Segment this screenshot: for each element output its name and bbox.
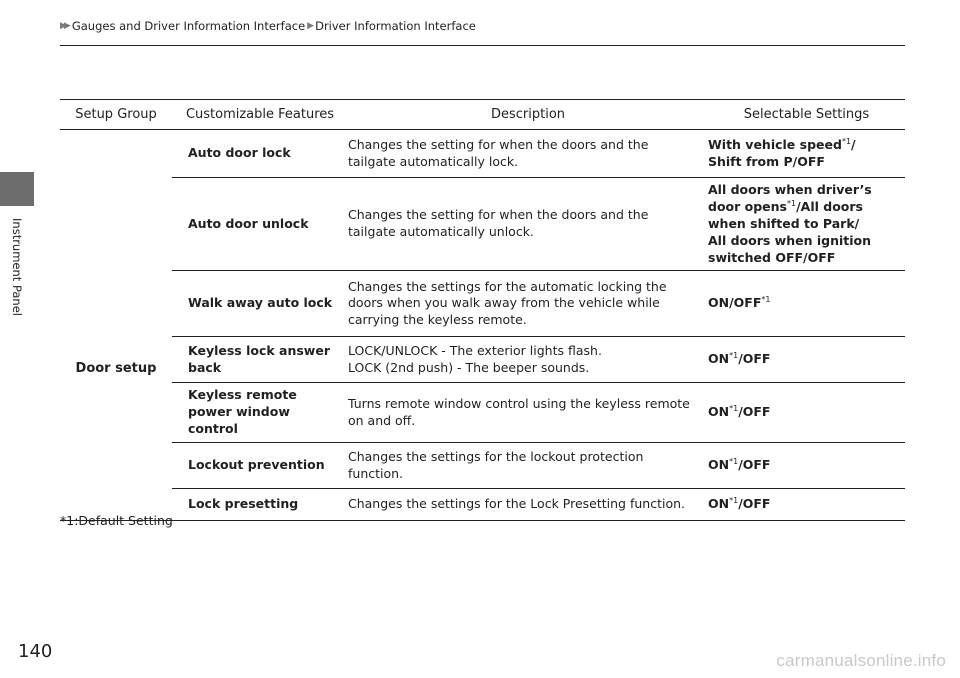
setting-text: ON/OFF — [708, 295, 762, 311]
selectable-settings — [708, 130, 905, 178]
footnote-marker: *1 — [729, 404, 739, 414]
breadcrumb — [60, 19, 476, 33]
header-description: Description — [348, 100, 708, 130]
selectable-settings — [708, 178, 905, 271]
footnote-marker: *1 — [787, 198, 797, 208]
setting-text: ON — [708, 351, 730, 367]
breadcrumb-arrow-icon: ▶▶ — [60, 21, 68, 31]
table-row — [60, 337, 905, 383]
setting-text: /OFF — [738, 496, 771, 512]
setting-text: With vehicle speed — [708, 136, 842, 152]
setting-text: Shift from P/OFF — [708, 153, 825, 169]
selectable-settings — [708, 443, 905, 489]
header-customizable-features: Customizable Features — [172, 100, 348, 130]
setting-text: All doors when driver’s — [708, 182, 872, 197]
feature-description: Changes the settings for the Lock Presetting function. — [348, 489, 708, 521]
setting-text: /OFF — [738, 351, 771, 367]
door-setup-table — [60, 99, 905, 521]
setting-text: All doors when ignition — [708, 232, 872, 248]
footnote-marker: *1 — [841, 136, 852, 146]
header-selectable-settings: Selectable Settings — [708, 100, 905, 130]
breadcrumb-item-driver-info[interactable]: Driver Information Interface — [315, 19, 476, 33]
feature-name: Keyless remote power window control — [172, 383, 348, 443]
setting-text: ON — [708, 496, 730, 512]
feature-name: Walk away auto lock — [172, 271, 348, 337]
setup-group-cell: Door setup — [60, 130, 172, 521]
page-number: 140 — [18, 641, 53, 662]
feature-description: Turns remote window control using the keyless remote on and off. — [348, 383, 708, 443]
header-rule — [60, 45, 905, 46]
feature-name: Lock presetting — [172, 489, 348, 521]
feature-description: Changes the setting for when the doors and the tailgate automatically lock. — [348, 130, 708, 178]
feature-description: LOCK/UNLOCK - The exterior lights flash. LOCK (2nd push) - The beeper sounds. — [348, 337, 708, 383]
table-row — [60, 271, 905, 337]
feature-name: Auto door lock — [172, 130, 348, 178]
footnote-marker: *1 — [761, 295, 771, 305]
setting-text: ON — [708, 404, 730, 420]
setting-text: /OFF — [738, 404, 771, 420]
setting-text: ON — [708, 457, 730, 473]
watermark-logo: carmanualsonline.info — [776, 651, 946, 670]
footnote-marker: *1 — [729, 456, 739, 466]
footnote-default-setting: *1:Default Setting — [60, 513, 173, 528]
table-row — [60, 130, 905, 178]
feature-name: Keyless lock answer back — [172, 337, 348, 383]
breadcrumb-arrow-icon: ▶ — [307, 21, 312, 31]
setting-text: when shifted to Park/ — [708, 215, 860, 231]
header-setup-group: Setup Group — [60, 100, 172, 130]
selectable-settings — [708, 383, 905, 443]
section-side-label: Instrument Panel — [10, 218, 25, 316]
breadcrumb-item-gauges[interactable]: Gauges and Driver Information Interface — [71, 19, 306, 33]
table-header-row — [60, 100, 905, 130]
feature-name: Auto door unlock — [172, 178, 348, 271]
selectable-settings — [708, 337, 905, 383]
feature-description: Changes the settings for the lockout protection function. — [348, 443, 708, 489]
setting-text: / — [851, 136, 856, 152]
footnote-marker: *1 — [729, 495, 739, 505]
footnote-marker: *1 — [729, 351, 739, 361]
section-tab-marker — [0, 172, 34, 206]
setting-text: /All doors — [796, 198, 863, 214]
setting-text: switched OFF/OFF — [708, 249, 836, 265]
selectable-settings — [708, 271, 905, 337]
table-row — [60, 383, 905, 443]
feature-description: Changes the setting for when the doors and the tailgate automatically unlock. — [348, 178, 708, 271]
selectable-settings — [708, 489, 905, 521]
feature-name: Lockout prevention — [172, 443, 348, 489]
table-row — [60, 443, 905, 489]
feature-description: Changes the settings for the automatic locking the doors when you walk away from the vehicle while carrying the keyless remote. — [348, 271, 708, 337]
table-row — [60, 489, 905, 521]
setting-text: /OFF — [738, 457, 771, 473]
table-row — [60, 178, 905, 271]
setting-text: door opens — [708, 198, 787, 214]
